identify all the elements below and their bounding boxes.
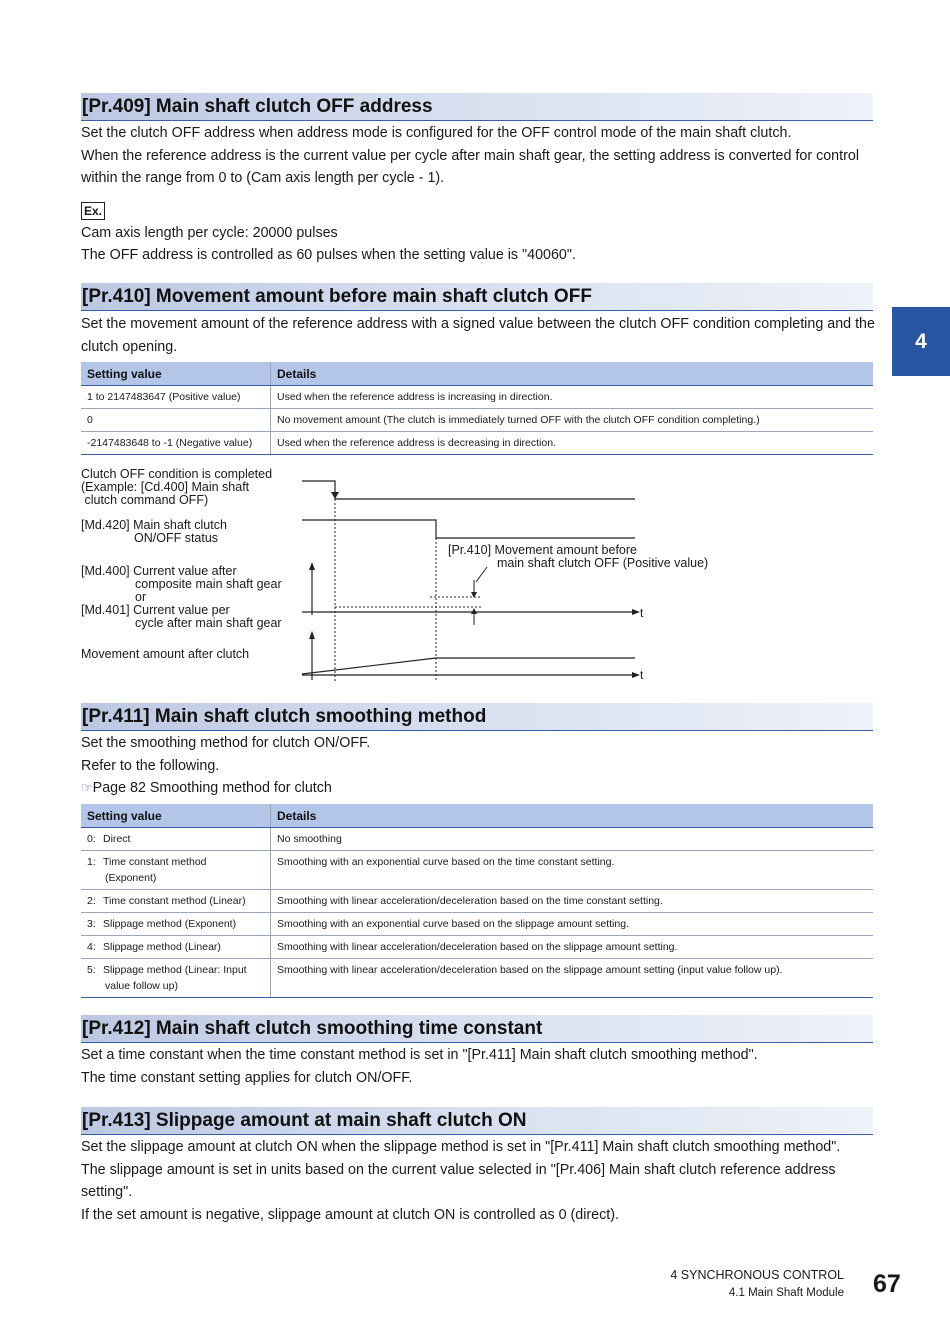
annotation-pr410-1: [Pr.410] Movement amount before <box>448 543 637 557</box>
pr409-description <box>81 122 881 190</box>
setting-number: 0: <box>87 833 96 845</box>
pr413-line-4: If the set amount is negative, slippage amount at clutch ON is controlled as 0 (direct). <box>81 1206 619 1223</box>
setting-name: Slippage method (Exponent) <box>103 918 237 930</box>
label-md400: [Md.400] Current value after <box>81 564 237 578</box>
pr413-description <box>81 1136 881 1226</box>
reference-link-text[interactable]: Page 82 Smoothing method for clutch <box>92 780 332 796</box>
example-label: Ex. <box>81 202 105 220</box>
pr413-line-1: Set the slippage amount at clutch ON when the slippage method is set in "[Pr.411] Main shaft clutch smoothing method". <box>81 1139 841 1155</box>
pr409-line-3: within the range from 0 to (Cam axis length per cycle - 1). <box>81 170 445 186</box>
time-axis-label: t <box>640 668 644 682</box>
section-title-pr411: [Pr.411] Main shaft clutch smoothing method <box>81 703 873 731</box>
setting-name: Slippage method (Linear: Input <box>103 964 247 976</box>
label-md420: [Md.420] Main shaft clutch <box>81 518 227 532</box>
setting-name-cont: (Exponent) <box>105 872 157 884</box>
pr412-line-2: The time constant setting applies for clutch ON/OFF. <box>81 1069 413 1086</box>
setting-value-cell: 1 to 2147483647 (Positive value) <box>81 386 271 409</box>
header-setting-value: Setting value <box>81 362 271 386</box>
movement-arrow-up-head <box>471 608 477 614</box>
pr410-line-1: Set the movement amount of the reference address with a signed value between the clutch OFF condition completing and the <box>81 316 875 332</box>
label-clutch-off-example: (Example: [Cd.400] Main shaft <box>81 480 250 494</box>
pr409-line-2: When the reference address is the current value per cycle after main shaft gear, the setting address is converted for control <box>81 147 859 164</box>
setting-value-cell <box>81 913 271 936</box>
clutch-command-signal <box>302 481 635 499</box>
pr413-line-2: The slippage amount is set in units based on the current value selected in "[Pr.406] Main shaft clutch reference address <box>81 1161 836 1178</box>
table-header-row <box>81 804 873 828</box>
details-cell: Smoothing with an exponential curve based on the slippage amount setting. <box>271 913 874 936</box>
reference-link[interactable] <box>81 777 881 800</box>
movement-time-axis-arrow <box>632 672 640 678</box>
pr412-description <box>81 1044 881 1089</box>
label-md400-gear: composite main shaft gear <box>135 577 282 591</box>
setting-number: 2: <box>87 895 96 907</box>
pointing-hand-icon: ☞ <box>81 780 93 795</box>
setting-value-cell <box>81 890 271 913</box>
details-cell: Smoothing with an exponential curve based on the time constant setting. <box>271 851 874 890</box>
page-number: 67 <box>873 1270 901 1298</box>
time-axis-arrow <box>632 609 640 615</box>
setting-name: Slippage method (Linear) <box>103 941 221 953</box>
table-row <box>81 432 873 455</box>
table-row <box>81 890 873 913</box>
pr413-line-3: setting". <box>81 1184 133 1200</box>
annotation-leader <box>476 567 487 582</box>
setting-value-cell: 0 <box>81 409 271 432</box>
pr411-line-1: Set the smoothing method for clutch ON/OFF. <box>81 735 371 751</box>
details-cell: No movement amount (The clutch is immediately turned OFF with the clutch OFF condition completing.) <box>271 409 874 432</box>
pr409-line-1: Set the clutch OFF address when address mode is configured for the OFF control mode of the main shaft clutch. <box>81 125 792 141</box>
setting-name-cont: value follow up) <box>105 980 178 992</box>
table-row <box>81 851 873 890</box>
label-clutch-command: clutch command OFF) <box>81 493 209 507</box>
section-title-pr413: [Pr.413] Slippage amount at main shaft clutch ON <box>81 1107 873 1135</box>
pr411-setting-table <box>81 804 873 998</box>
section-title-pr410: [Pr.410] Movement amount before main shaft clutch OFF <box>81 283 873 311</box>
table-header-row <box>81 362 873 386</box>
label-md401: [Md.401] Current value per <box>81 603 230 617</box>
details-cell: No smoothing <box>271 828 874 851</box>
setting-name: Time constant method <box>103 856 207 868</box>
timing-diagram <box>290 470 660 690</box>
table-row <box>81 828 873 851</box>
setting-value-cell <box>81 959 271 998</box>
current-value-axis-arrow <box>309 562 315 570</box>
label-clutch-off-condition: Clutch OFF condition is completed <box>81 467 273 481</box>
footer-chapter: 4 SYNCHRONOUS CONTROL <box>670 1268 844 1282</box>
header-details: Details <box>271 362 874 386</box>
section-title-pr412: [Pr.412] Main shaft clutch smoothing time constant <box>81 1015 873 1043</box>
setting-number: 5: <box>87 964 96 976</box>
table-row <box>81 913 873 936</box>
clutch-command-arrow <box>331 492 339 499</box>
table-row <box>81 936 873 959</box>
setting-value-cell <box>81 828 271 851</box>
section-title-pr409: [Pr.409] Main shaft clutch OFF address <box>81 93 873 121</box>
details-cell: Smoothing with linear acceleration/deceleration based on the slippage amount setting (input value follow up). <box>271 959 874 998</box>
setting-number: 1: <box>87 856 96 868</box>
pr411-line-2: Refer to the following. <box>81 757 220 774</box>
pr410-description <box>81 313 881 358</box>
movement-amount-curve <box>302 658 635 674</box>
details-cell: Smoothing with linear acceleration/deceleration based on the slippage amount setting. <box>271 936 874 959</box>
header-details: Details <box>271 804 874 828</box>
footer-section: 4.1 Main Shaft Module <box>728 1287 844 1299</box>
example-line-2: The OFF address is controlled as 60 pulses when the setting value is "40060". <box>81 247 576 263</box>
clutch-status-signal <box>302 520 635 538</box>
pr410-line-2: clutch opening. <box>81 338 178 355</box>
setting-value-cell <box>81 936 271 959</box>
table-row <box>81 409 873 432</box>
setting-value-cell <box>81 851 271 890</box>
details-cell: Used when the reference address is increasing in direction. <box>271 386 874 409</box>
setting-value-cell: -2147483648 to -1 (Negative value) <box>81 432 271 455</box>
setting-name: Time constant method (Linear) <box>103 895 246 907</box>
annotation-pr410-2: main shaft clutch OFF (Positive value) <box>497 556 709 570</box>
label-md401-gear: cycle after main shaft gear <box>135 616 282 630</box>
setting-name: Direct <box>103 833 131 845</box>
details-cell: Smoothing with linear acceleration/deceleration based on the time constant setting. <box>271 890 874 913</box>
movement-axis-arrow <box>309 631 315 639</box>
label-or: or <box>135 590 147 604</box>
label-movement-after-clutch: Movement amount after clutch <box>81 647 250 661</box>
pr411-description <box>81 732 881 800</box>
pr412-line-1: Set a time constant when the time constant method is set in "[Pr.411] Main shaft clutch smoothing method". <box>81 1047 758 1063</box>
setting-number: 4: <box>87 941 96 953</box>
table-row <box>81 959 873 998</box>
setting-number: 3: <box>87 918 96 930</box>
header-setting-value: Setting value <box>81 804 271 828</box>
table-row <box>81 386 873 409</box>
pr410-setting-table <box>81 362 873 455</box>
chapter-tab: 4 <box>892 307 950 376</box>
example-line-1: Cam axis length per cycle: 20000 pulses <box>81 224 338 241</box>
time-axis-label: t <box>640 606 644 620</box>
pr409-example <box>81 200 881 267</box>
details-cell: Used when the reference address is decreasing in direction. <box>271 432 874 455</box>
label-md420-status: ON/OFF status <box>134 531 219 545</box>
